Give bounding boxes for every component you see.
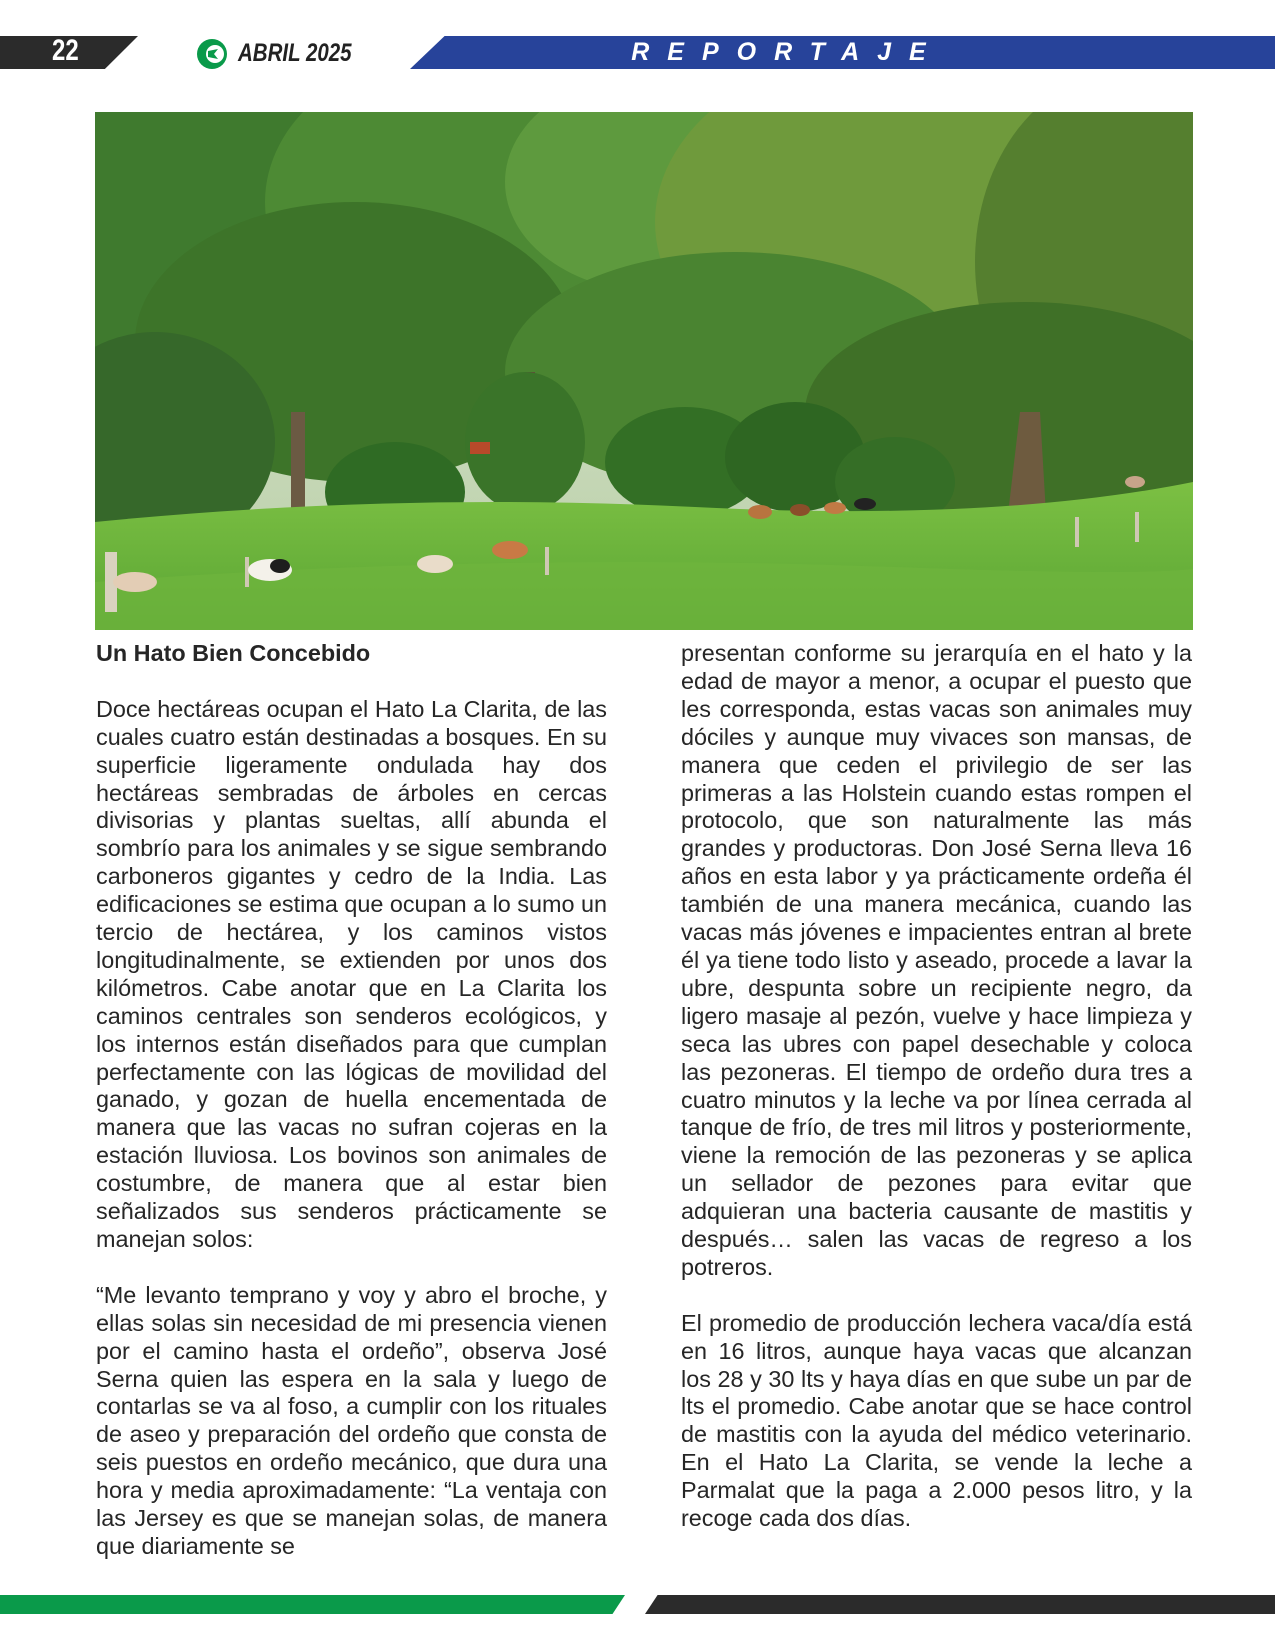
publication-logo-icon [196,38,228,70]
article-subtitle: Un Hato Bien Concebido [96,640,371,666]
section-title: REPORTAJE [631,38,944,66]
article-right-column [681,640,1192,1533]
farm-photo [95,112,1193,630]
footer-dark-bar [645,1595,1275,1614]
page-number: 22 [52,34,79,67]
footer-green-bar [0,1595,625,1614]
article-left-column [96,640,607,1561]
article-paragraph: Doce hectáreas ocupan el Hato La Clarita, de las cuales cuatro están destinadas a bosques. En su superficie ligeramente ondulada hay dos hectáreas sembradas de árboles en cercas divisorias y plantas sueltas, allí abunda el sombrío para los animales y se sigue sembrando carboneros gigantes y cedro de la India. Las edificaciones se estima que ocupan a lo sumo un tercio de hectárea, y los caminos vistos longitudinalmente, se extienden por unos dos kilómetros. Cabe anotar que en La Clarita los caminos centrales son senderos ecológicos, y los internos están diseñados para que cumplan perfectamente con las lógicas de movilidad del ganado, y gozan de huella encementada de manera que las vacas no sufran cojeras en la estación lluviosa. Los bovinos son animales de costumbre, de manera que al estar bien señalizados sus senderos prácticamente se manejan solos: [96,695,608,1253]
article-paragraph: “Me levanto temprano y voy y abro el broche, y ellas solas sin necesidad de mi presencia vienen por el camino hasta el ordeño”, observa José Serna quien las espera en la sala y luego de contarlas se va al foso, a cumplir con los rituales de aseo y preparación del ordeño que consta de seis puestos en ordeño mecánico, que dura una hora y media aproximadamente: “La ventaja con las Jersey es que se manejan solas, de manera que diariamente se [96,1281,607,1559]
article-paragraph: El promedio de producción lechera vaca/día está en 16 litros, aunque haya vacas que alcanzan los 28 y 30 lts y haya días en que sube un par de lts el promedio. Cabe anotar que se hace control de mastitis con la ayuda del médico veterinario. En el Hato La Clarita, se vende la leche a Parmalat que la paga a 2.000 pesos litro, y la recoge cada dos días. [681,1309,1192,1532]
article-paragraph: presentan conforme su jerarquía en el hato y la edad de mayor a menor, a ocupar el puesto que les corresponda, estas vacas son animales muy dóciles y aunque muy vivaces son mansas, de manera que ceden el privilegio de ser las primeras a las Holstein cuando estas rompen el protocolo, que son naturalmente las más grandes y productoras. Don José Serna lleva 16 años en esta labor y ya prácticamente ordeña él también de una manera mecánica, cuando las vacas más jóvenes e impacientes entran al brete él ya tiene todo listo y aseado, procede a lavar la ubre, despunta sobre un recipiente negro, da ligero masaje al pezón, vuelve y hace limpieza y seca las ubres con papel desechable y coloca las pezoneras. El tiempo de ordeño dura tres a cuatro minutos y la leche va por línea cerrada al tanque de frío, de tres mil litros y posteriormente, viene la remoción de las pezoneras y se aplica un sellador de pezones para evitar que adquieran una bacteria causante de mastitis y después… salen las vacas de regreso a los potreros. [681,640,1192,1280]
issue-date: ABRIL 2025 [238,39,352,67]
